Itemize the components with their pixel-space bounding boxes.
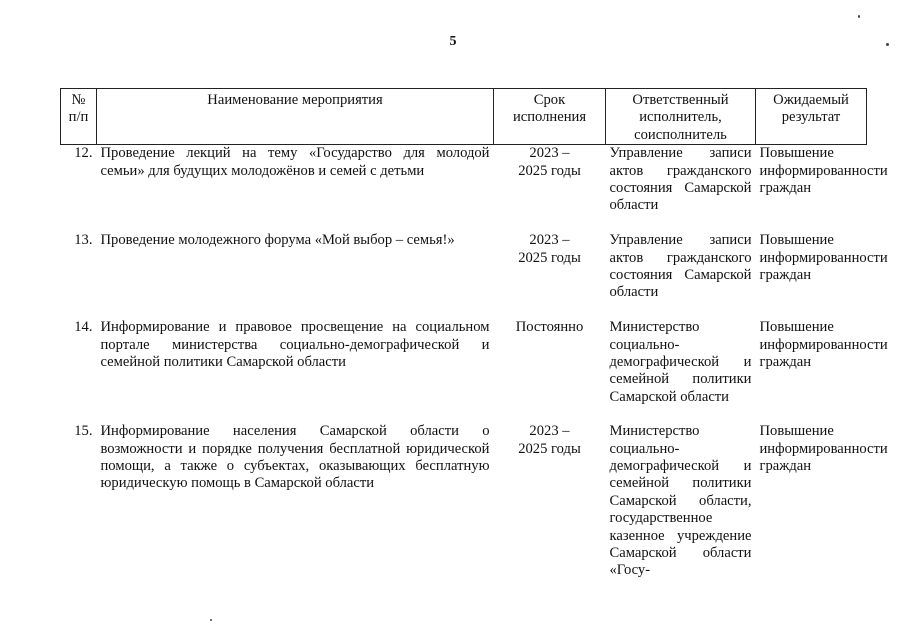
event-term: Постоянно	[515, 319, 584, 336]
event-name: Информирование и правовое просвещение на социальном портале министерства социально-демографической и семейной политики Самарской области	[100, 319, 490, 371]
event-result: Повышение информированности граждан	[759, 145, 888, 197]
events-table	[60, 88, 888, 580]
event-responsible: Управление записи актов гражданского состояния Самарской области	[609, 145, 752, 214]
table-row	[61, 232, 867, 319]
row-number: 12.	[74, 145, 93, 162]
table-row	[61, 423, 867, 580]
page-number: 5	[449, 34, 457, 49]
event-term: 2023 – 2025 годы	[518, 423, 581, 457]
header-expected-result: Ожидаемый результат	[756, 89, 867, 145]
header-term: Срок исполнения	[494, 89, 606, 145]
event-result: Повышение информированности граждан	[759, 319, 888, 371]
row-number: 15.	[74, 423, 93, 440]
event-responsible: Министерство социально-демографической и семейной политики Самарской области	[609, 319, 752, 405]
table-row	[61, 319, 867, 423]
header-responsible: Ответственный исполнитель, соисполнитель	[606, 89, 756, 145]
header-number: № п/п	[61, 89, 97, 145]
event-responsible: Министерство социально-демографической и семейной политики Самарской области, государственное казенное учреждение Самарской области «Госу-	[609, 423, 752, 579]
scan-speck	[858, 15, 860, 18]
event-name: Проведение молодежного форума «Мой выбор – семья!»	[100, 232, 455, 249]
event-term: 2023 – 2025 годы	[518, 145, 581, 179]
event-result: Повышение информированности граждан	[759, 232, 888, 284]
event-result: Повышение информированности граждан	[759, 423, 888, 475]
event-name: Информирование населения Самарской области о возможности и порядке получения бесплатной юридической помощи, а также о субъектах, оказывающих бесплатную юридическую помощь в Самарской области	[100, 423, 490, 492]
row-number: 14.	[74, 319, 93, 336]
scan-speck	[886, 43, 889, 46]
row-number: 13.	[74, 232, 93, 249]
event-responsible: Управление записи актов гражданского состояния Самарской области	[609, 232, 752, 301]
table-row	[61, 145, 867, 233]
event-term: 2023 – 2025 годы	[518, 232, 581, 266]
header-event-name: Наименование мероприятия	[97, 89, 494, 145]
event-name: Проведение лекций на тему «Государство для молодой семьи» для будущих молодожёнов и семей с детьми	[100, 145, 490, 179]
scan-speck	[210, 619, 212, 621]
table-header-row	[61, 89, 867, 145]
